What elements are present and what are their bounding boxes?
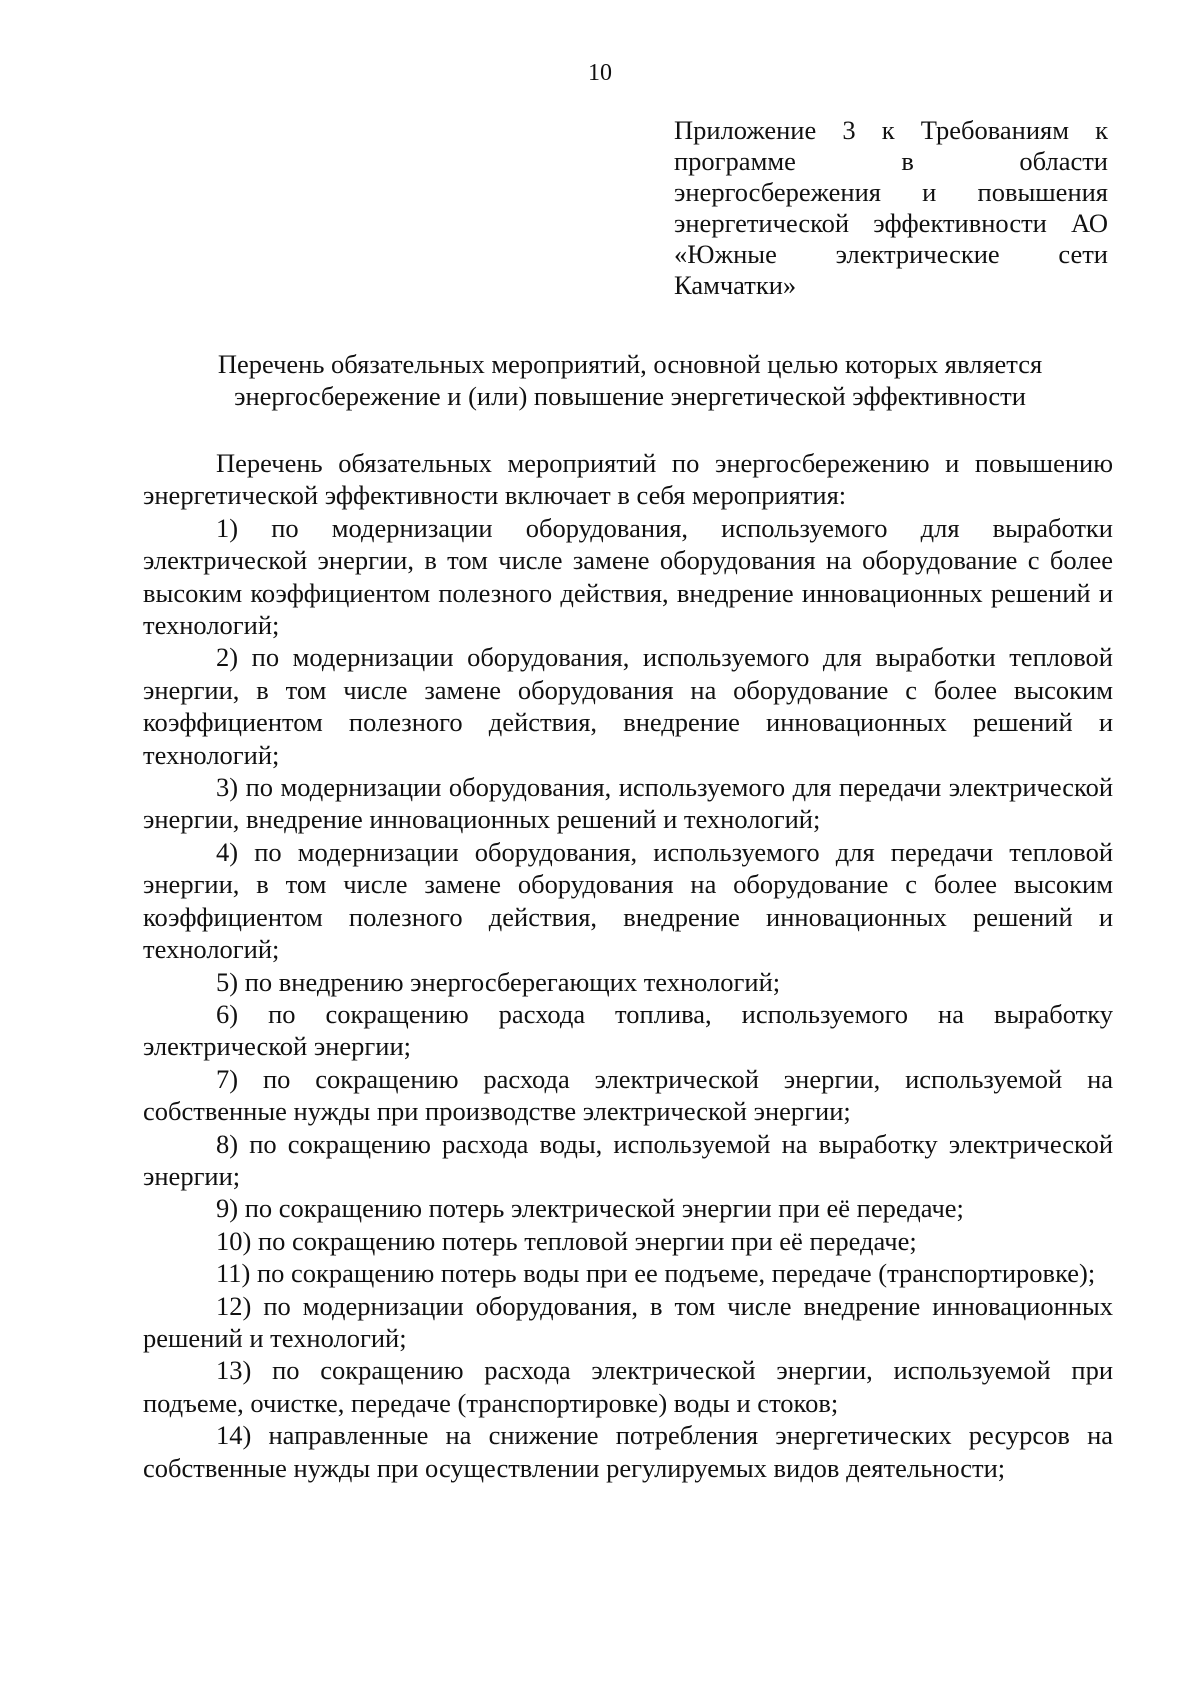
title-line-2: энергосбережение и (или) повышение энергетической эффективности [234,380,1026,411]
list-item-text: по сокращению потерь тепловой энергии при её передаче; [257,1225,917,1256]
appendix-reference: Приложение 3 к Требованиям к программе в области энергосбережения и повышения энергетической эффективности АО «Южные электрические сети Камчатки» [674,115,1108,300]
list-item-text: по внедрению энергосберегающих технологий; [244,966,781,997]
list-item [143,1419,1113,1484]
list-item [143,1354,1113,1419]
list-item-text: по сокращению потерь электрической энергии при её передаче; [244,1193,964,1224]
list-item-text: направленные на снижение потребления энергетических ресурсов на собственные нужды при осуществлении регулируемых видов деятельности; [143,1420,1114,1483]
document-body [143,447,1113,1484]
list-item-number: 10) [216,1225,252,1256]
list-item-number: 13) [216,1355,252,1386]
list-item-number: 1) [216,512,239,543]
list-item [143,966,1113,998]
list-item [143,1063,1113,1128]
list-item-number: 12) [216,1290,252,1321]
list-item [143,998,1113,1063]
list-item [143,641,1113,771]
page-number: 10 [588,60,612,86]
list-item-text: по сокращению расхода воды, используемой на выработку электрической энергии; [143,1128,1113,1191]
list-item [143,1128,1113,1193]
list-item-number: 11) [216,1258,251,1289]
list-item-number: 9) [216,1193,239,1224]
list-item-text: по сокращению расхода электрической энергии, используемой на собственные нужды при производстве электрической энергии; [143,1063,1114,1127]
list-item-text: по модернизации оборудования, используемого для передачи электрической энергии, внедрение инновационных решений и технологий; [143,772,1113,835]
list-item-number: 4) [216,836,239,867]
list-item-number: 2) [216,642,239,673]
list-item-number: 14) [216,1420,252,1451]
list-item [143,1192,1113,1224]
list-item [143,512,1113,642]
list-item-number: 7) [216,1063,239,1094]
intro-paragraph: Перечень обязательных мероприятий по энергосбережению и повышению энергетической эффективности включает в себя мероприятия: [143,448,1113,511]
document-title [150,349,1110,412]
list-item-text: по сокращению потерь воды при ее подъеме, передаче (транспортировке); [256,1258,1096,1289]
list-item [143,771,1113,836]
list-item-text: по модернизации оборудования, в том числе внедрение инновационных решений и технологий; [143,1290,1113,1353]
list-item-text: по модернизации оборудования, используемого для выработки тепловой энергии, в том числе замене оборудования на оборудование с более высоким коэффициентом полезного действия, внедрение инновационных решений и технологий; [143,642,1113,770]
list-item [143,1257,1113,1289]
list-item-text: по модернизации оборудования, используемого для выработки электрической энергии, в том числе замене оборудования на оборудование с более высоким коэффициентом полезного действия, внедрение инновационных решений и технологий; [143,512,1113,641]
list-item [143,1225,1113,1257]
title-line-1: Перечень обязательных мероприятий, основной целью которых является [217,349,1043,379]
list-item-number: 8) [216,1128,239,1159]
list-item-number: 3) [216,772,239,803]
list-item [143,1290,1113,1355]
list-item [143,836,1113,966]
list-item-text: по сокращению расхода топлива, используемого на выработку электрической энергии; [143,998,1113,1062]
list-item-number: 5) [216,966,239,997]
list-item-text: по сокращению расхода электрической энергии, используемой при подъеме, очистке, передаче (транспортировке) воды и стоков; [143,1355,1113,1418]
list-item-number: 6) [216,998,239,1029]
list-item-text: по модернизации оборудования, используемого для передачи тепловой энергии, в том числе замене оборудования на оборудование с более высоким коэффициентом полезного действия, внедрение инновационных решений и технологий; [143,836,1114,965]
